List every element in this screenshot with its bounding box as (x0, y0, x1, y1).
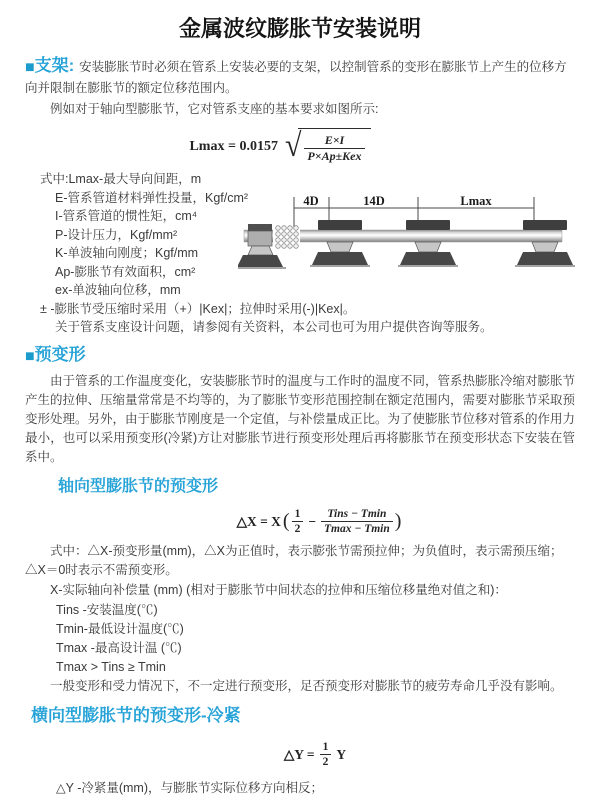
definition-line: P-设计压力，Kgf/mm² (55, 227, 178, 242)
lateral-subsection-heading: 横向型膨胀节的预变形-冷紧 (31, 705, 241, 725)
lateral-note-line: △Y -冷紧量(mm)，与膨胀节实际位移方向相反； (56, 780, 324, 795)
definition-line: Ap-膨胀节有效面积，cm² (55, 264, 196, 279)
right-paren: ) (394, 509, 402, 532)
predeform-body-paragraph: 由于管系的工作温度变化，安装膨胀节时的温度与工作时的温度不同，管系热膨胀冷缩对膨胀节产生的拉伸、压缩量常常是不均等的，为了膨胀节变形范围控制在额定范围内，需要对膨胀节采取预变形处理。另外，由于膨胀节刚度是一个定值，与补偿量成正比。为了使膨胀节位移对管系的作用力最小，也可以采用预变形(冷紧)方让对膨胀节进行预变形处理后再将膨胀节在预变形状态下安装在管系中。 (25, 373, 576, 464)
predeform-section-heading: 预变形 (34, 344, 86, 364)
lmax-numerator: E×I (324, 133, 345, 147)
definition-line: ex-单波轴向位移，mm (55, 283, 181, 297)
t-line: Tmax > Tins ≥ Tmin (56, 659, 166, 674)
lateral-half-numerator: 1 (322, 740, 329, 753)
axial-note-line: 一般变形和受力情况下，不一定进行预变形，足否预变形对膨胀节的疲劳寿命几乎没有影响。 (50, 678, 563, 693)
definition-line: 式中:Lmax-最大导向间距，m (40, 172, 202, 186)
t-line: Tmax -最高设计温 (℃) (56, 640, 182, 655)
support-intro-text: 安装膨胀节时必须在管系上安装必要的支架，以控制管系的变形在膨胀节上产生的位移方向并限制在膨胀节的额定位移范围内。 (25, 60, 567, 95)
dim-label-lmax: Lmax (460, 194, 492, 208)
lmax-denominator: P×Ap±Kex (304, 148, 364, 164)
axial-explain-paragraph: 式中：△X-预变形量(mm)，△X为正值时，表示膨张节需预拉伸；为负值时，表示需预压缩；△X＝0时表示不需预变形。 (25, 543, 563, 577)
support-section-heading: 支架: (34, 56, 80, 75)
dim-label-4d: 4D (303, 194, 319, 208)
temperature-definitions (56, 601, 575, 677)
lmax-formula (0, 128, 560, 164)
definition-line: E-管系管道材料弹性投量，Kgf/cm² (55, 190, 249, 205)
lmax-radicand (298, 128, 370, 164)
half-numerator: 1 (294, 507, 301, 520)
axial-subsection-heading: 轴向型膨胀节的预变形 (58, 477, 219, 495)
half-denominator: 2 (292, 521, 304, 536)
support-example-line: 例如对于轴向型膨胀节，它对管系支座的基本要求如图所示: (50, 102, 379, 116)
t-line: Tmin-最低设计温度(℃) (56, 621, 184, 636)
definition-line: K-单波轴向刚度；Kgf/mm (55, 246, 199, 260)
lateral-formula-rhs: Y (336, 746, 347, 762)
definition-line: 关于管系支座设计问题，请参阅有关资料，本公司也可为用户提供咨询等服务。 (55, 320, 493, 334)
t-line: Tins -安装温度(℃) (56, 602, 158, 617)
definition-line: I-管系管道的惯性矩，cm⁴ (55, 209, 198, 223)
lateral-formula (30, 740, 600, 769)
support-intro-paragraph (25, 56, 575, 98)
minus-operator: − (308, 513, 317, 529)
x-definition-line: X-实际轴向补偿量 (mm) (相对于膨胀节中间状态的拉伸和压缩位移量绝对值之和)： (50, 582, 507, 597)
bellows-icon (273, 226, 300, 249)
dim-label-14d: 14D (363, 194, 385, 208)
lateral-half-denominator: 2 (320, 754, 332, 769)
definition-line: ± -膨胀节受压缩时采用（+）|Kex|；拉伸时采用(-)|Kex|。 (40, 301, 356, 316)
lateral-formula-lhs: △Y = (283, 746, 315, 762)
temp-denominator: Tmax − Tmin (321, 521, 393, 536)
guide-support-icon (310, 220, 370, 267)
lmax-formula-lhs: Lmax = 0.0157 (189, 138, 278, 154)
predeform-section-heading-row (25, 344, 575, 368)
pipe-support-diagram (238, 193, 578, 288)
section-square-icon: ■ (25, 59, 35, 76)
section-square-icon: ■ (25, 347, 35, 365)
axial-formula (40, 507, 600, 536)
axial-formula-lhs: △X = X (236, 513, 281, 529)
page-title: 金属波纹膨胀节安装说明 (178, 16, 421, 41)
guide-support-icon (398, 220, 458, 267)
sqrt-symbol: √ (284, 127, 302, 164)
left-paren: ( (282, 509, 290, 532)
guide-support-icon (515, 220, 575, 267)
temp-numerator: Tins − Tmin (327, 507, 387, 520)
pipe-support-diagram-svg (238, 193, 578, 288)
